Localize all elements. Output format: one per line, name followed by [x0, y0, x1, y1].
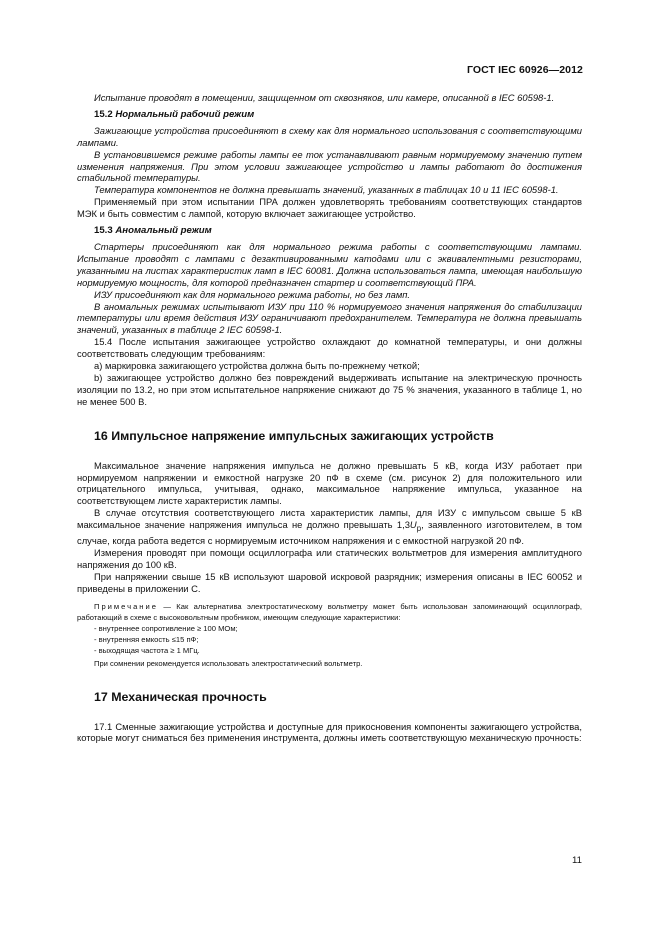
list-item-a: a) маркировка зажигающего устройства должна быть по-прежнему четкой; [94, 360, 420, 372]
list-item-b: b) зажигающее устройство должно без повреждений выдерживать испытание на электрическую прочность изоляции по 13.2, но при этом испытательное напряжение снижают до 75 % значения, указанного в таблице 1, но не менее 500 В. [77, 371, 582, 407]
voltage-symbol: U [409, 519, 417, 531]
section-title: Нормальный рабочий режим [115, 108, 255, 120]
section-17-heading: 17 Механическая прочность [94, 689, 267, 704]
note-item: - внутреннее сопротивление ≥ 100 МОм; [94, 623, 238, 633]
test-conditions-paragraph: Испытание проводят в помещении, защищенном от сквозняков, или камере, описанной в IEC 60598-1. [94, 92, 555, 103]
paragraph: 17.1 Сменные зажигающие устройства и доступные для прикосновения компоненты зажигающего устройства, которые могут сниматься без применения инструмента, должны иметь соответствующую механическую прочность: [77, 720, 582, 744]
paragraph: 15.4 После испытания зажигающее устройство охлаждают до комнатной температуры, и они должны соответствовать следующим требованиям: [77, 336, 582, 360]
note-block [77, 601, 582, 669]
paragraph: В установившемся режиме работы лампы ее ток устанавливают равным нормируемому значению путем изменения напряжения. При этом условии зажигающее устройство и лампы работают до достижения стабильной температуры. [77, 148, 582, 184]
paragraph: ИЗУ присоединяют как для нормального режима работы, но без ламп. [94, 288, 411, 300]
note-item: - внутренняя емкость ≤15 пФ; [94, 634, 199, 644]
note-item: - выходящая частота ≥ 1 МГц. [94, 645, 200, 655]
section-16-heading: 16 Импульсное напряжение импульсных зажигающих устройств [94, 428, 494, 443]
paragraph: Измерения проводят при помощи осциллографа или статических вольтметров для измерения амплитудного напряжения до 100 кВ. [77, 546, 582, 570]
paragraph: Максимальное значение напряжения импульса не должно превышать 5 кВ, когда ИЗУ работает при нормируемом напряжении и емкостной нагрузке 20 пФ в схеме (см. рисунок 2) для положительного или отрицательного импульса, учитывая, однако, максимальное напряжение импульса, указанное на соответствующем листе характеристик лампы. [77, 459, 582, 507]
paragraph: Температура компонентов не должна превышать значений, указанных в таблицах 10 и 11 IEC 60598-1. [94, 184, 559, 196]
section-number: 15.3 [94, 225, 113, 237]
section-15-3-heading [77, 225, 582, 237]
standard-header: ГОСТ IEC 60926—2012 [466, 64, 583, 76]
note-text: — Как альтернатива электростатическому вольтметру может быть использован запоминающий осциллограф, работающий в схеме с высоковольтным пробником, имеющим следующие характеристики: [77, 601, 582, 622]
page-number: 11 [572, 855, 582, 866]
note-paragraph [77, 601, 582, 623]
note-recommendation: При сомнении рекомендуется использовать электростатический вольтметр. [94, 658, 363, 668]
paragraph: Зажигающие устройства присоединяют в схему как для нормального использования с соответствующими лампами. [77, 124, 582, 148]
section-15-2-heading [77, 109, 582, 121]
text-run: , заявленного изготовителем, в том случае, когда работа ведется с нормируемым источником напряжения и с емкостной нагрузкой 20 пФ. [77, 519, 582, 546]
text-run: В случае отсутствия соответствующего листа характеристик лампы, для ИЗУ с импульсом свыше 5 кВ максимальное значение напряжения импульса не должно превышать 1,3 [77, 507, 582, 531]
paragraph: Стартеры присоединяют как для нормального режима работы с соответствующими лампами. Испытание проводят с лампами с дезактивированными катодами или с эквивалентными резисторами, указанными на листах характеристик ламп в IEC 60081. Должна использоваться лампа, имеющая наибольшую нормируемую мощность, для которой предназначен стартер и соответствующий ПРА. [77, 240, 582, 288]
paragraph: В аномальных режимах испытывают ИЗУ при 110 % нормируемого значения напряжения до стабилизации температуры или время действия ИЗУ ограничивают предохранителем. Температура не должна превышать значений, указанных в таблице 2 IEC 60598-1. [77, 300, 582, 336]
voltage-subscript: p [416, 524, 422, 534]
page-body [77, 92, 582, 744]
paragraph: При напряжении свыше 15 кВ используют шаровой искровой разрядник; измерения описаны в IEC 60052 и приведены в приложении С. [77, 570, 582, 594]
note-label: Примечание [94, 601, 158, 611]
section-number: 15.2 [94, 108, 113, 120]
paragraph [77, 507, 582, 547]
paragraph: Применяемый при этом испытании ПРА должен удовлетворять требованиям соответствующих стандартов МЭК и быть совместим с лампой, которую включает зажигающее устройство. [77, 196, 582, 220]
section-title: Аномальный режим [115, 225, 212, 237]
